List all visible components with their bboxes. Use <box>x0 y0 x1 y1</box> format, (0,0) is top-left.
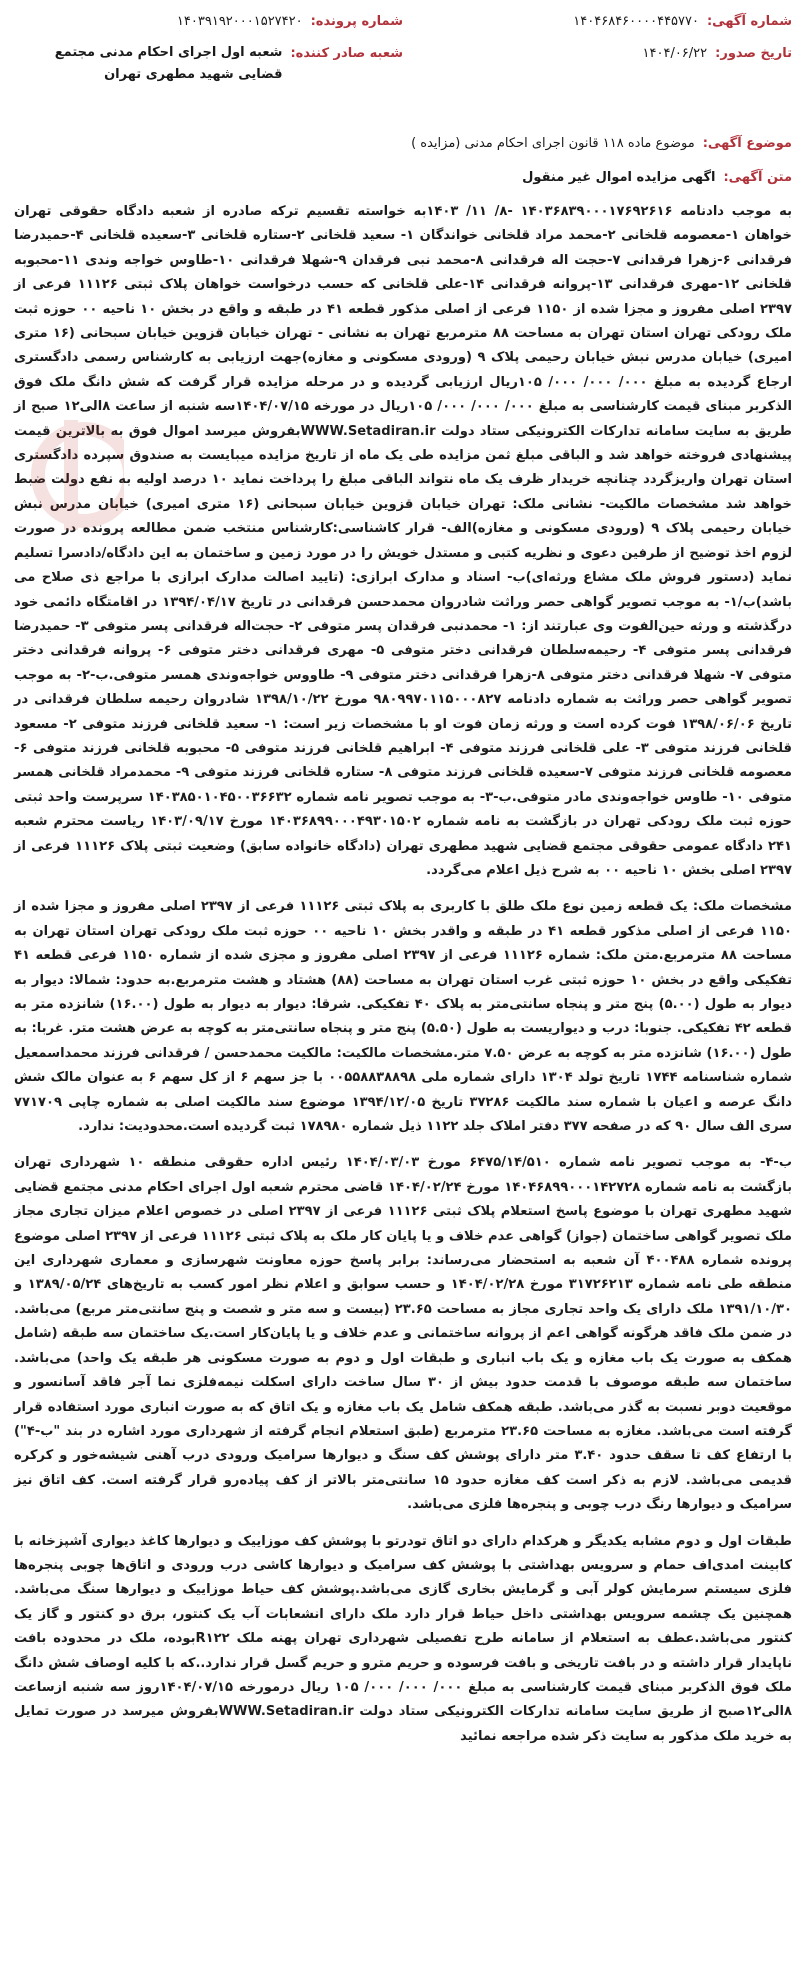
issuer-row <box>14 42 403 86</box>
ad-text-title: اگهی مزایده اموال غیر منقول <box>522 170 716 185</box>
header-right-column <box>403 10 792 86</box>
paragraph-inheritance: به موجب دادنامه ۱۴۰۳۶۸۳۹۰۰۰۱۷۶۹۲۶۱۶ -۸/ ۱۱/ ۱۴۰۳به خواسته تقسیم ترکه صادره از شعبه دادگاه حقوقی تهران خواهان ۱-معصومه قلخانی ۲-محمد مراد قلخانی خواندگان ۱- سعید قلخانی ۲-ستاره قلخانی ۳-سعیده قلخانی ۴-حمیدرضا فرقدانی ۶-زهرا فرقدانی ۷-حجت اله فرقدانی ۸-محمد نبی فرقدان ۹-شهلا فرقدانی ۱۰-طاوس خواجه وندی ۱۱-محبوبه قلخانی ۱۲-مهری فرقدانی ۱۳-پروانه فرقدانی ۱۴-علی قلخانی که حسب درخواست خواهان پلاک ثبتی ۱۱۱۲۶ فرعی از ۲۳۹۷ اصلی مفروز و مجزا شده از ۱۱۵۰ فرعی از اصلی مذکور قطعه ۴۱ در طبقه و واقع در بخش ۱۰ ناحیه ۰۰ حوزه ثبت ملک رودکی تهران استان تهران به مساحت ۸۸ مترمربع تهران به نشانی - تهران خیابان قزوین خیابان سبحانی (۱۶ متری امیری) خیابان مدرس نبش خیابان رحیمی پلاک ۹ (ورودی مسکونی و مغازه)جهت ارزیابی به کارشناس رسمی دادگستری ارجاع گردیده به مبلغ ۰۰۰/ ۰۰۰/ ۰۰۰/ ۱۰۵ریال ارزیابی گردیده و در مرحله مزایده قرار گرفت که شش دانگ ملک فوق الذکربر مبنای قیمت کارشناسی به مبلغ ۰۰۰/ ۰۰۰/ ۰۰۰/ ۱۰۵ریال در مورخه ۱۴۰۴/۰۷/۱۵سه شنبه از ساعت ۸الی۱۲ صبح از طریق به سایت سامانه تدارکات الکترونیکی ستاد دولت WWW.Setadiran.irبفروش میرسد اموال فوق به بالاترین قیمت پیشنهادی فروخته خواهد شد و الباقی مبلغ ثمن مزایده طی یک ماه از تاریخ مزایده میبایست به صندوق سپرده دادگستری استان تهران واریزگردد چنانچه خریدار ظرف یک ماه نتواند الباقی مبلغ را پرداخت نماید ۱۰ درصد اولیه به نفع دولت ضبط خواهد شد مشخصات مالکیت- نشانی ملک: تهران خیابان قزوین خیابان سبحانی (۱۶ متری امیری) خیابان مدرس نبش خیابان رحیمی پلاک ۹ (ورودی مسکونی و مغازه)الف- قرار کاشناسی:کارشناس منتخب ضمن مطالعه پرونده در صورت لزوم اخذ توضیح از طرفین دعوی و نظریه کتبی و مستدل خویش را در مورد زمین و ساختمان به این دادگاه/دادسرا تسلیم نماید (دستور فروش ملک مشاع ورثه‌ای)ب- اسناد و مدارک ابرازی: (تایید اصالت مدارک ابرازی با مراجع ذی صلاح می باشد)ب/۱- به موجب تصویر گواهی حصر وراثت شادروان محمدحسن فرقدانی در تاریخ ۱۳۹۴/۰۴/۱۷ در اقامتگاه دائمی خود درگذشته و ورثه حین‌الفوت وی عبارتند از: ۱- محمدنبی فرقدان پسر متوفی ۲- حجت‌اله فرقدانی پسر متوفی ۳- حمیدرضا فرقدانی پسر متوفی ۴- رحیمه‌سلطان فرقدانی دختر متوفی ۵- مهری فرقدانی دختر متوفی ۶- پروانه فرقدانی دختر متوفی ۷- شهلا فرقدانی دختر متوفی ۸-زهرا فرقدانی دختر متوفی ۹- طاووس خواجه‌وندی همسر متوفی.ب-۲- به موجب تصویر گواهی حصر وراثت به شماره دادنامه ۹۸۰۹۹۷۰۱۱۵۰۰۰۸۲۷ مورخ ۱۳۹۸/۱۰/۲۲ شادروان رحیمه سلطان فرقدانی در تاریخ ۱۳۹۸/۰۶/۰۶ فوت کرده است و ورثه زمان فوت او با مشخصات زیر است: ۱- سعید قلخانی فرزند متوفی ۲- مسعود قلخانی فرزند متوفی ۳- علی قلخانی فرزند متوفی ۴- ابراهیم قلخانی فرزند متوفی ۵- محبوبه قلخانی فرزند متوفی ۶- معصومه قلخانی فرزند متوفی ۷-سعیده قلخانی فرزند متوفی ۸- ستاره قلخانی فرزند متوفی ۹- محمدمراد قلخانی همسر متوفی ۱۰- طاوس خواجه‌وندی مادر متوفی.ب-۳- به موجب تصویر نامه شماره ۱۴۰۳۸۵۰۱۰۴۵۰۰۳۶۶۳۲ سرپرست واحد ثبتی حوزه ثبت ملک رودکی تهران در بازگشت به نامه شماره ۱۴۰۳۶۸۹۹۰۰۰۴۹۳۰۱۵۰۲ مورخ ۱۴۰۳/۰۹/۱۷ ریاست محترم شعبه ۲۴۱ دادگاه عمومی حقوقی مجتمع قضایی شهید مطهری تهران (دادگاه خانواده سابق) وضعیت ثبتی پلاک ۱۱۱۲۶ فرعی از ۲۳۹۷ اصلی بخش ۱۰ ناحیه ۰۰ به شرح ذیل اعلام می‌گردد. <box>14 204 793 878</box>
case-number-value: ۱۴۰۳۹۱۹۲۰۰۰۱۵۲۷۴۲۰ <box>176 14 303 29</box>
ad-number-value: ۱۴۰۴۶۸۴۶۰۰۰۰۴۴۵۷۷۰ <box>573 14 699 29</box>
issue-date-label: تاریخ صدور: <box>715 46 792 61</box>
notice-header <box>14 10 792 86</box>
ad-text-row <box>14 166 792 190</box>
ad-number-row <box>403 10 792 42</box>
paragraph-floors-and-sale: طبقات اول و دوم مشابه یکدیگر و هرکدام دارای دو اتاق تودرتو با پوشش کف موزاییک و دیوارها کاغذ دیواری آشپزخانه با کابینت امدی‌اف حمام و سرویس بهداشتی با پوشش کف سرامیک و دیوارها کاشی درب ورودی و اتاق‌ها چوبی پنجره‌ها فلزی سیستم سرمایش کولر آبی و گرمایش بخاری گازی می‌باشد.پوشش کف حیاط موزاییک و دیوارها سنگ می‌باشد. همچنین یک چشمه سرویس بهداشتی داخل حیاط قرار دارد ملک دارای انشعابات آب یک کنتور، برق دو کنتور و گاز یک کنتور می‌باشد.عطف به استعلام از سامانه طرح تفصیلی شهرداری تهران پهنه ملک R۱۲۲بوده، ملک در محدوده بافت ناپایدار قرار داشته و در بافت تاریخی و بافت فرسوده و حریم مترو و حریم گسل قرار ندارد..که با کلیه اوصاف شش دانگ ملک فوق الذکربر مبنای قیمت کارشناسی به مبلغ ۰۰۰/ ۰۰۰/ ۰۰۰/ ۱۰۵ ریال درمورخه ۱۴۰۴/۰۷/۱۵روز سه شنبه ازساعت ۸الی۱۲صبح از طریق سایت سامانه تدارکات الکترونیکی ستاد دولت WWW.Setadiran.irبفروش میرسد در صورت تمایل به خرید ملک مذکور به سایت ذکر شده مراجعه نمائید <box>14 1533 793 1744</box>
issue-date-row <box>403 42 792 74</box>
ad-text-label: متن آگهی: <box>723 170 792 185</box>
subject-row <box>14 132 792 156</box>
paragraph-municipality: ب-۴- به موجب تصویر نامه شماره ۶۴۷۵/۱۴/۵۱۰ مورخ ۱۴۰۴/۰۳/۰۳ رئیس اداره حقوقی منطقه ۱۰ شهرداری تهران بازگشت به نامه شماره ۱۴۰۴۶۸۹۹۰۰۰۱۴۲۷۲۸ مورخ ۱۴۰۴/۰۲/۲۴ قاضی محترم شعبه اول اجرای احکام مدنی مجتمع قضایی شهید مطهری تهران با موضوع پاسخ استعلام پلاک ثبتی ۱۱۱۲۶ فرعی از ۲۳۹۷ اصلی در خصوص اعلام میزان تجاری مجاز ملک تصویر گواهی ساختمان (جواز) گواهی عدم خلاف و یا پایان کار ملک به پلاک ثبتی ۱۱۱۲۶ فرعی از ۲۳۹۷ اصلی موضوع پرونده شماره ۴۰۰۴۸۸ آن شعبه به استحضار می‌رساند: برابر پاسخ حوزه معاونت شهرسازی و معماری شهرداری این منطقه طی نامه شماره ۳۱۷۲۶۲۱۳ مورخ ۱۴۰۴/۰۲/۲۸ و حسب سوابق و اعلام نظر امور کسب به تاریخ‌های ۱۳۸۹/۰۵/۲۴ و ۱۳۹۱/۱۰/۳۰ ملک دارای یک واحد تجاری مجاز به مساحت ۲۳.۶۵ (بیست و سه متر و شصت و پنج سانتی‌متر مربع) می‌باشد. در ضمن ملک فاقد هرگونه گواهی اعم از پروانه ساختمانی و عدم خلاف و یا پایان‌کار است.یک ساختمان سه طبقه (شامل همکف به صورت یک باب مغازه و یک باب انباری و طبقات اول و دوم به صورت مسکونی هر طبقه یک واحد) می‌باشد. ساختمان سه طبقه موصوف با قدمت حدود بیش از ۳۰ سال ساخت دارای اسکلت نیمه‌فلزی نما آجر فاقد آسانسور و موقعیت دوبر نسبت به گذر می‌باشد. طبقه همکف شامل یک باب مغازه و یک اتاق که به صورت انباری مورد استفاده قرار گرفته است می‌باشد. مغازه به مساحت ۲۳.۶۵ مترمربع (طبق استعلام انجام گرفته از شهرداری مورد اشاره در بند "ب-۴") با ارتفاع کف تا سقف حدود ۳.۴۰ متر دارای پوشش کف سنگ و دیوارها سرامیک ورودی درب آهنی شیشه‌خور و کرکره قدیمی می‌باشد. لازم به ذکر است کف مغازه حدود ۱۵ سانتی‌متر بالاتر از کف پیاده‌رو قرار گرفته است. کف اتاق نیز سرامیک و دیوارها رنگ درب چوبی و پنجره‌ها فلزی می‌باشد. <box>14 1155 793 1513</box>
watermark-emblem-icon <box>24 400 124 550</box>
paragraph-property-specs: مشخصات ملک: یک قطعه زمین نوع ملک طلق با کاربری به پلاک ثبتی ۱۱۱۲۶ فرعی از ۲۳۹۷ اصلی مفروز و مجزا شده از ۱۱۵۰ فرعی از اصلی مذکور قطعه ۴۱ در طبقه و واقدر بخش ۱۰ ناحیه ۰۰ حوزه ثبت ملک رودکی تهران استان تهران به مساحت ۸۸ مترمربع.متن ملک: شماره ۱۱۱۲۶ فرعی از ۲۳۹۷ اصلی مفروز و مجزی شده از شماره ۱۱۵۰ فرعی قطعه ۴۱ تفکیکی واقع در بخش ۱۰ حوزه ثبتی غرب استان تهران به مساحت (۸۸) هشتاد و هشت مترمربع.به حدود: شمالا: دیوار به دیوار به طول (۵.۰۰) پنج متر و پنجاه سانتی‌متر به پلاک ۴۰ تفکیکی. شرقا: دیوار به دیوار به طول (۱۶.۰۰) شانزده متر به قطعه ۴۲ تفکیکی. جنوبا: درب و دیواریست به طول (۵.۵۰) پنج متر و پنجاه سانتی‌متر به کوچه به عرض هشت متر. غربا: به طول (۱۶.۰۰) شانزده متر به کوچه به عرض ۷.۵۰ متر.مشخصات مالکیت: مالکیت محمدحسن / فرقدانی فرزند محمداسمعیل شماره شناسنامه ۱۷۴۴ تاریخ تولد ۱۳۰۴ دارای شماره ملی ۰۰۵۵۸۸۳۸۸۹۸ با جز سهم ۶ از کل سهم ۶ به عنوان مالک شش دانگ عرصه و اعیان با شماره سند مالکیت ۳۷۲۸۶ تاریخ ۱۳۹۴/۱۲/۰۵ موضوع سند مالکیت اصلی به شماره چاپی ۷۷۱۷۰۹ سری الف سال ۹۰ که در صفحه ۳۷۷ دفتر املاک جلد ۱۱۲۲ ذیل شماره ۱۷۸۹۸۰ ثبت گردیده است.محدودیت: ندارد. <box>14 899 793 1135</box>
notice-body <box>14 200 792 1749</box>
case-number-row <box>14 10 403 42</box>
ad-number-label: شماره آگهی: <box>706 14 792 29</box>
issuer-label: شعبه صادر کننده: <box>290 46 403 61</box>
header-left-column <box>14 10 403 86</box>
issue-date-value: ۱۴۰۴/۰۶/۲۲ <box>642 46 708 61</box>
issuer-value: شعبه اول اجرای احکام مدنی مجتمع قضایی شهید مطهری تهران <box>54 45 283 82</box>
subject-label: موضوع آگهی: <box>702 136 792 151</box>
case-number-label: شماره پرونده: <box>310 14 403 29</box>
subject-value: موضوع ماده ۱۱۸ قانون اجرای احکام مدنی (مزایده ) <box>411 136 695 151</box>
